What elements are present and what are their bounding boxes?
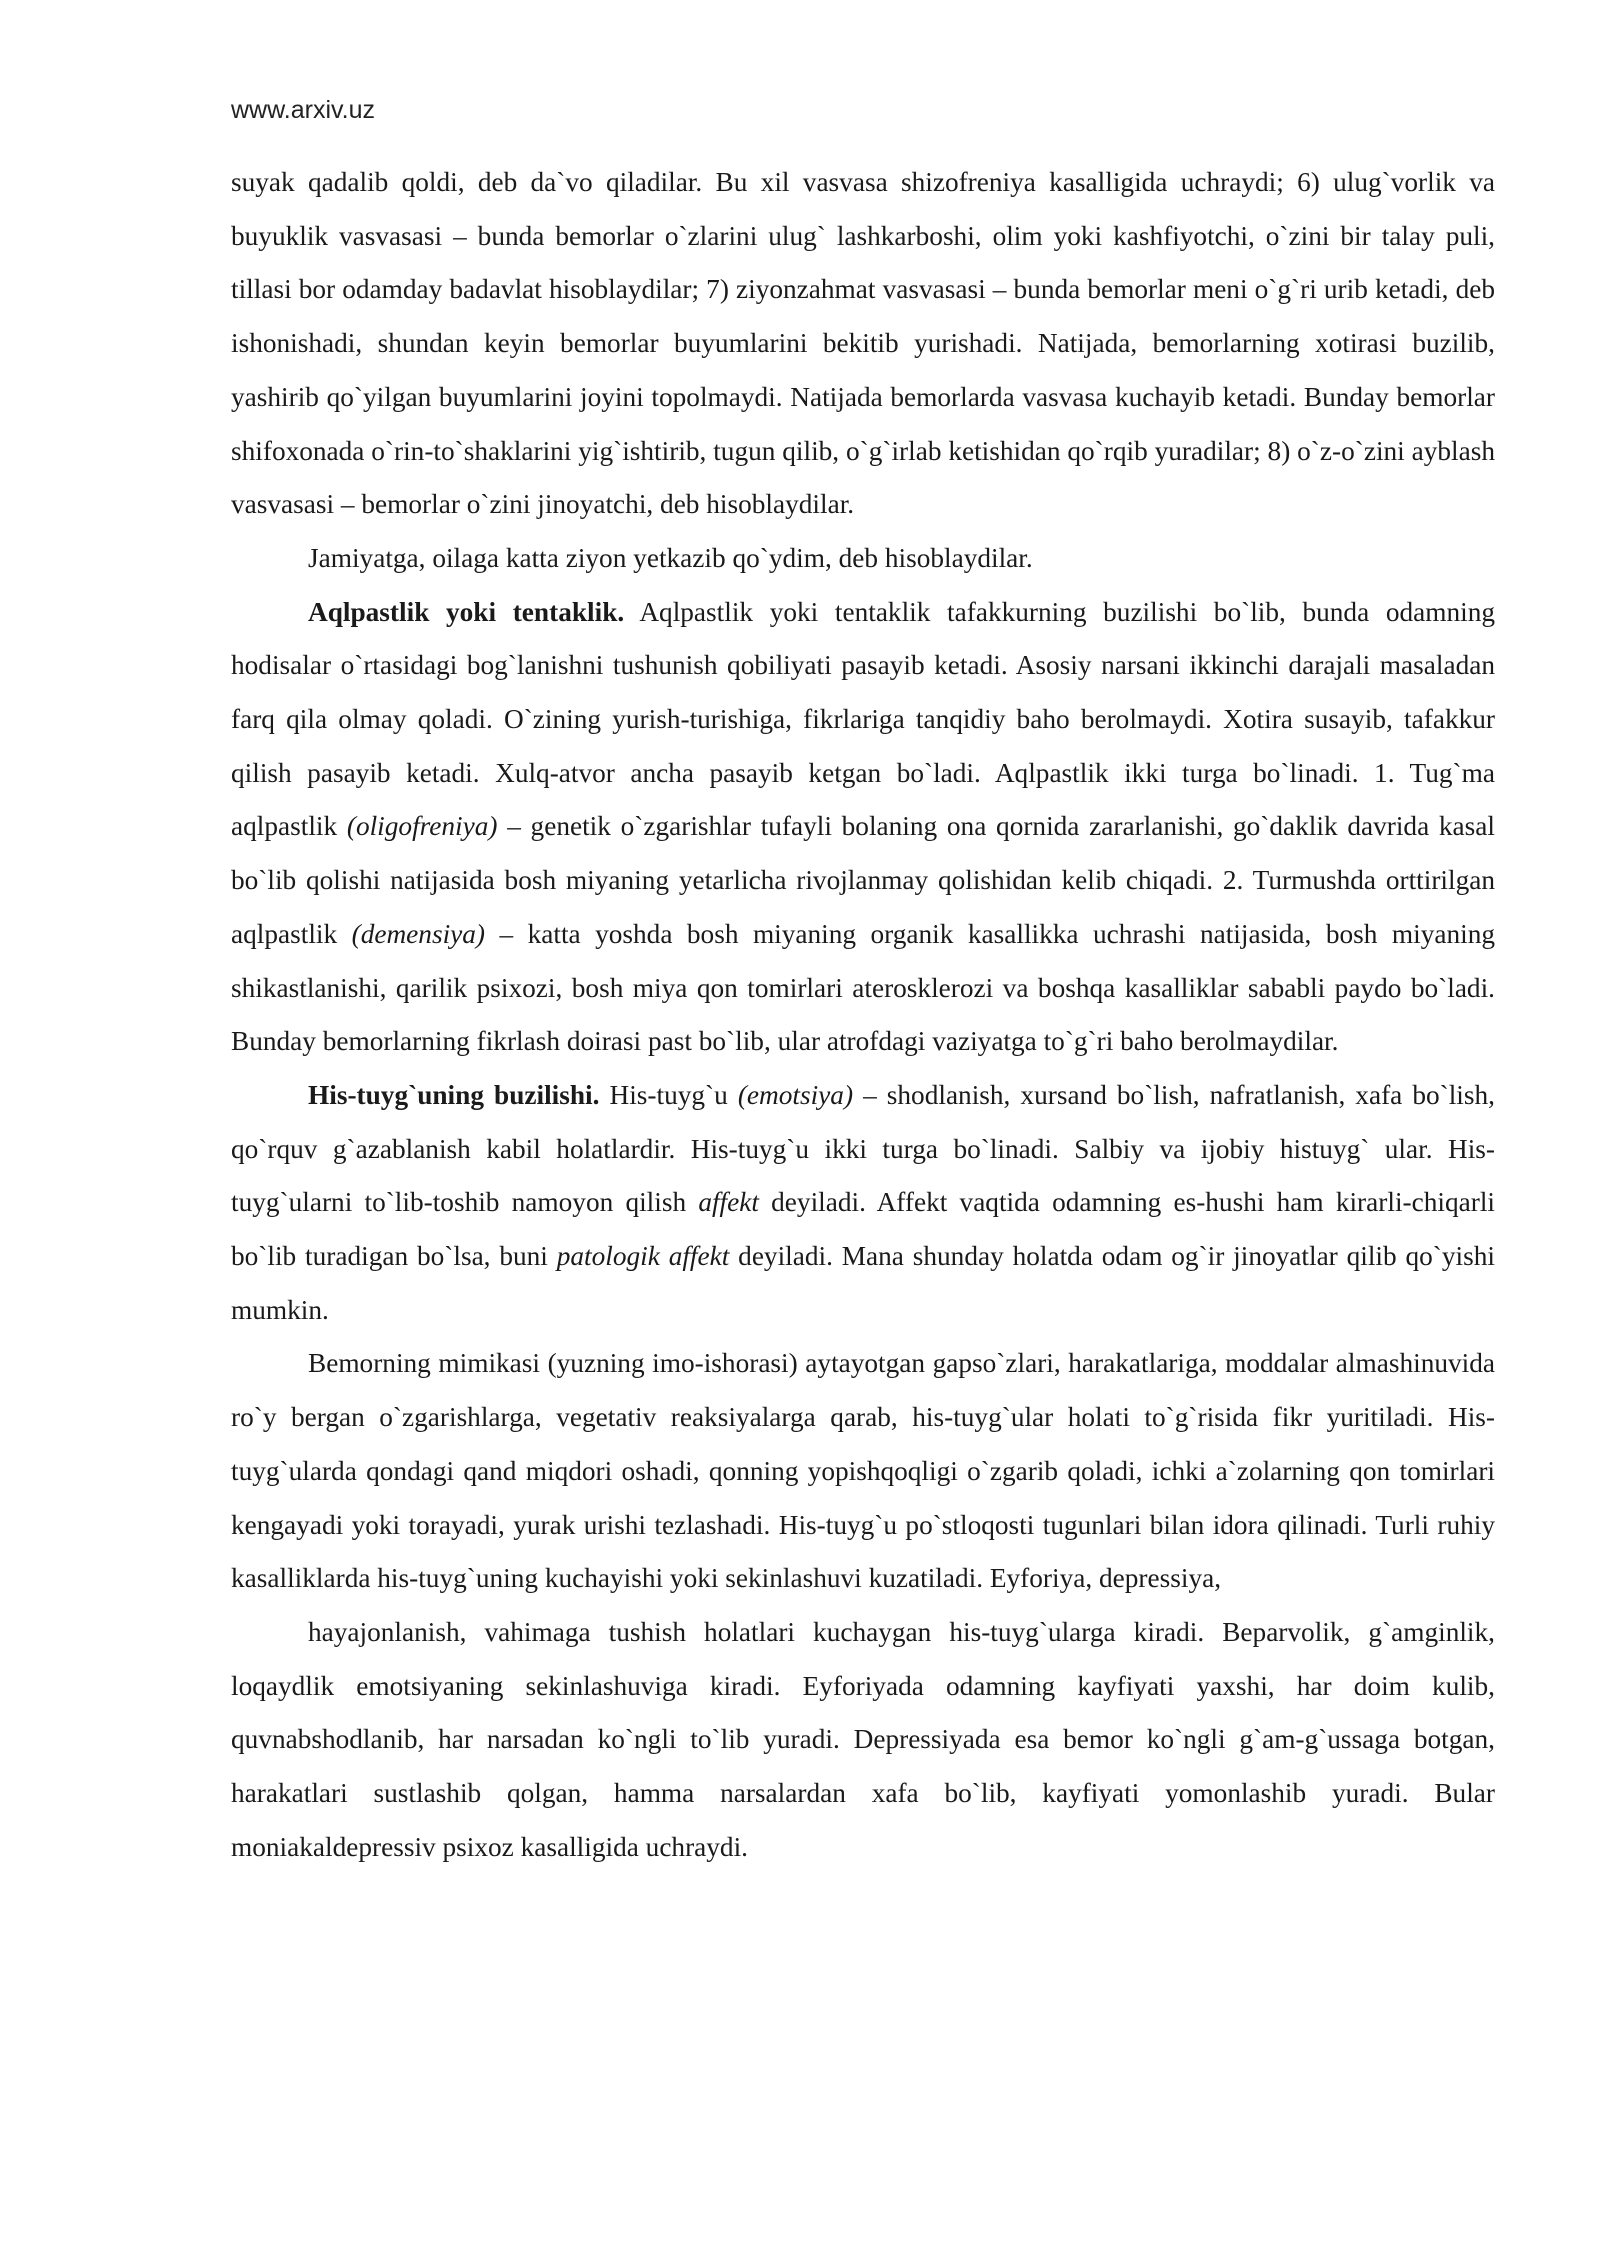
term-emotsiya: (emotsiya) [737, 1079, 854, 1110]
paragraph-text: – katta yoshda bosh miyaning organik kasallikka uchrashi natijasida, bosh miyaning shikastlanishi, qarilik psixozi, bosh miya qon tomirlari aterosklerozi va boshqa kasalliklar sababli paydo bo`ladi. Bunday bemorlarning fikrlash doirasi past bo`lib, ular atrofdagi vaziyatga to`g`ri baho berolmaydilar. [231, 918, 1495, 1057]
term-affekt: affekt [698, 1187, 759, 1218]
paragraph-mimicry [231, 1337, 1495, 1606]
term-oligofreniya: (oligofreniya) [346, 811, 498, 842]
paragraph-text: deyiladi. Affekt vaqtida odamning es-hushi ham kirarli-chiqarli bo`lib turadigan bo`lsa, buni [231, 1187, 1495, 1272]
term-patologik-affekt: patologik affekt [556, 1241, 730, 1272]
section-heading-aqlpastlik: Aqlpastlik yoki tentaklik. [308, 596, 625, 627]
paragraph-text: deyiladi. Mana shunday holatda odam og`ir jinoyatlar qilib qo`yishi mumkin. [231, 1241, 1495, 1325]
paragraph-text: Bemorning mimikasi (yuzning imo-ishorasi) aytayotgan gapso`zlari, harakatlariga, moddalar almashinuvida ro`y bergan o`zgarishlarga, vegetativ reaksiyalarga qarab, his-tuyg`ular holati to`g`risida fikr yuritiladi. His-tuyg`ularda qondagi qand miqdori oshadi, qonning yopishqoqligi o`zgarib qoladi, ichki a`zolarning qon tomirlari kengayadi yoki torayadi, yurak urishi tezlashadi. His-tuyg`u po`stloqosti tugunlari bilan idora qilinadi. Turli ruhiy kasalliklarda his-tuyg`uning kuchayishi yoki sekinlashuvi kuzatiladi. Eyforiya, depressiya, [231, 1348, 1495, 1594]
paragraph-text: – genetik o`zgarishlar tufayli bolaning ona qornida zararlanishi, go`daklik davrida kasal bo`lib qolishi natijasida bosh miyaning yetarlicha rivojlanmay qolishidan kelib chiqadi. 2. Turmushda orttirilgan aqlpastlik [231, 811, 1495, 949]
paragraph-text: His-tuyg`u [599, 1079, 738, 1110]
term-demensiya: (demensiya) [351, 918, 486, 949]
paragraph-society-harm [231, 532, 1495, 586]
paragraph-text: Aqlpastlik yoki tentaklik tafakkurning buzilishi bo`lib, bunda odamning hodisalar o`rtasidagi bog`lanishni tushunish qobiliyati pasayib ketadi. Asosiy narsani ikkinchi darajali masaladan farq qila olmay qoladi. O`zining yurish-turishiga, fikrlariga tanqidiy baho berolmaydi. Xotira susayib, tafakkur qilish pasayib ketadi. Xulq-atvor ancha pasayib ketgan bo`ladi. Aqlpastlik ikki turga bo`linadi. 1. Tug`ma aqlpastlik [231, 596, 1496, 842]
paragraph-emotion-disorder [231, 1069, 1495, 1338]
paragraph-delusions-continued [231, 156, 1495, 532]
paragraph-mental-retardation [231, 586, 1495, 1069]
document-body [231, 156, 1495, 1875]
section-heading-his-tuygu: His-tuyg`uning buzilishi. [308, 1079, 600, 1110]
paragraph-text: – shodlanish, xursand bo`lish, nafratlanish, xafa bo`lish, qo`rquv g`azablanish kabil holatlardir. His-tuyg`u ikki turga bo`linadi. Salbiy va ijobiy histuyg` ular. His-tuyg`ularni to`lib-toshib namoyon qilish [231, 1079, 1495, 1218]
paragraph-text: suyak qadalib qoldi, deb da`vo qiladilar. Bu xil vasvasa shizofreniya kasalligida uchraydi; 6) ulug`vorlik va buyuklik vasvasasi – bunda bemorlar o`zlarini ulug` lashkarboshi, olim yoki kashfiyotchi, o`zini bir talay puli, tillasi bor odamday badavlat hisoblaydilar; 7) ziyonzahmat vasvasasi – bunda bemorlar meni o`g`ri urib ketadi, deb ishonishadi, shundan keyin bemorlar buyumlarini bekitib yurishadi. Natijada, bemorlarning xotirasi buzilib, yashirib qo`yilgan buyumlarini joyini topolmaydi. Natijada bemorlarda vasvasa kuchayib ketadi. Bunday bemorlar shifoxonada o`rin-to`shaklarini yig`ishtirib, tugun qilib, o`g`irlab ketishidan qo`rqib yuradilar; 8) o`z-o`zini ayblash vasvasasi – bemorlar o`zini jinoyatchi, deb hisoblaydilar. [231, 167, 1495, 520]
paragraph-text: hayajonlanish, vahimaga tushish holatlari kuchaygan his-tuyg`ularga kiradi. Beparvolik, g`amginlik, loqaydlik emotsiyaning sekinlashuviga kiradi. Eyforiyada odamning kayfiyati yaxshi, har doim kulib, quvnabshodlanib, har narsadan ko`ngli to`lib yuradi. Depressiyada esa bemor ko`ngli g`am-g`ussaga botgan, harakatlari sustlashib qolgan, hamma narsalardan xafa bo`lib, kayfiyati yomonlashib yuradi. Bular moniakaldepressiv psixoz kasalligida uchraydi. [231, 1616, 1495, 1862]
paragraph-text: Jamiyatga, oilaga katta ziyon yetkazib qo`ydim, deb hisoblaydilar. [308, 542, 1033, 573]
site-header-url: www.arxiv.uz [231, 96, 376, 124]
paragraph-euphoria-depression [231, 1606, 1495, 1875]
